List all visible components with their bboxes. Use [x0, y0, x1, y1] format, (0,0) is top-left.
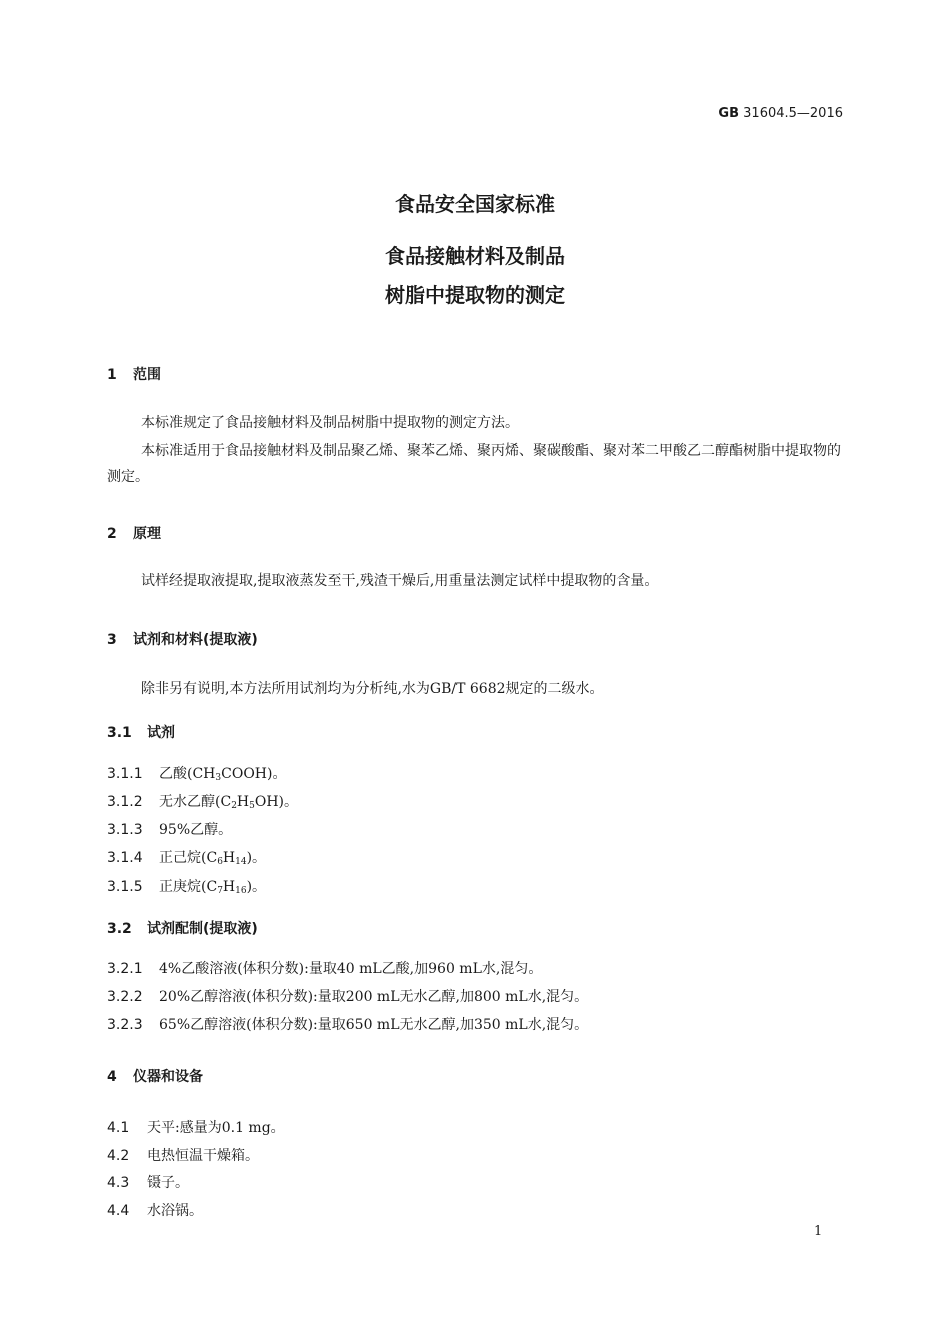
subscript: 16: [235, 886, 247, 896]
item-text: 20%乙醇溶液(体积分数):量取200 mL无水乙醇,加800 mL水,混匀。: [159, 989, 589, 1005]
section-number: 2: [107, 526, 117, 542]
standard-number: [0, 106, 843, 121]
item-number: 4.4: [107, 1203, 130, 1219]
section-3-para-1: 除非另有说明,本方法所用试剂均为分析纯,水为GB/T 6682规定的二级水。: [141, 681, 604, 697]
item-text: 乙酸(CH: [159, 766, 216, 782]
reagent-item: [107, 876, 266, 896]
subscript: 6: [217, 857, 223, 867]
item-text: COOH)。: [221, 766, 287, 782]
subsection-number: 3.1: [107, 725, 132, 741]
subtitle-line2: 树脂中提取物的测定: [385, 283, 565, 307]
subscript: 2: [231, 801, 237, 811]
subsection-3-1-heading: [107, 722, 175, 742]
item-number: 3.2.2: [107, 989, 143, 1005]
reagent-item: [107, 763, 286, 783]
item-text: 无水乙醇(C: [159, 794, 232, 810]
item-text: )。: [246, 879, 267, 895]
section-3-heading: [107, 629, 258, 649]
item-text: H: [222, 850, 236, 866]
reagent-item: [107, 819, 232, 839]
item-text: 正己烷(C: [159, 850, 218, 866]
section-2-para-1: 试样经提取液提取,提取液蒸发至干,残渣干燥后,用重量法测定试样中提取物的含量。: [141, 573, 659, 589]
subtitle-line1: 食品接触材料及制品: [385, 244, 565, 268]
item-number: 3.1.2: [107, 794, 143, 810]
page-number: 1: [814, 1224, 823, 1239]
equipment-item: [107, 1117, 285, 1137]
subsection-number: 3.2: [107, 921, 132, 937]
reagent-item: [107, 791, 298, 811]
item-text: H: [222, 879, 236, 895]
subsection-3-2-heading: [107, 918, 258, 938]
item-number: 3.1.3: [107, 822, 143, 838]
item-text: 镊子。: [147, 1175, 189, 1191]
item-text: 正庚烷(C: [159, 879, 218, 895]
subscript: 5: [249, 801, 255, 811]
section-title: 范围: [133, 367, 161, 383]
subscript: 7: [217, 886, 223, 896]
equipment-item: [107, 1200, 203, 1220]
item-number: 3.2.1: [107, 961, 143, 977]
item-number: 3.1.4: [107, 850, 143, 866]
item-text: H: [236, 794, 250, 810]
equipment-item: [107, 1145, 259, 1165]
section-title: 试剂和材料(提取液): [133, 632, 258, 648]
section-1-para-1: 本标准规定了食品接触材料及制品树脂中提取物的测定方法。: [141, 415, 519, 431]
item-text: 65%乙醇溶液(体积分数):量取650 mL无水乙醇,加350 mL水,混匀。: [159, 1017, 589, 1033]
item-number: 4.3: [107, 1175, 130, 1191]
item-number: 4.2: [107, 1148, 130, 1164]
solution-item: [107, 958, 542, 978]
equipment-item: [107, 1172, 189, 1192]
item-text: 4%乙酸溶液(体积分数):量取40 mL乙酸,加960 mL水,混匀。: [159, 961, 543, 977]
item-text: 电热恒温干燥箱。: [147, 1148, 259, 1164]
section-1-heading: [107, 364, 161, 384]
section-number: 3: [107, 632, 117, 648]
solution-item: [107, 986, 588, 1006]
std-prefix: GB: [718, 106, 740, 121]
item-text: 水浴锅。: [147, 1203, 203, 1219]
section-title: 原理: [133, 526, 161, 542]
main-title: 食品安全国家标准: [395, 192, 555, 216]
subscript: 14: [235, 857, 247, 867]
item-text: )。: [246, 850, 267, 866]
section-number: 1: [107, 367, 117, 383]
subsection-title: 试剂: [147, 725, 175, 741]
section-4-heading: [107, 1066, 203, 1086]
item-text: 天平:感量为0.1 mg。: [147, 1120, 285, 1136]
std-number: 31604.5—2016: [743, 106, 843, 121]
item-text: OH)。: [254, 794, 299, 810]
subsection-title: 试剂配制(提取液): [147, 921, 258, 937]
reagent-item: [107, 847, 266, 867]
item-number: 3.2.3: [107, 1017, 143, 1033]
section-title: 仪器和设备: [133, 1069, 203, 1085]
section-number: 4: [107, 1069, 117, 1085]
subscript: 3: [215, 773, 222, 783]
item-number: 3.1.5: [107, 879, 143, 895]
item-text: 95%乙醇。: [159, 822, 233, 838]
item-number: 3.1.1: [107, 766, 143, 782]
section-1-para-2: 本标准适用于食品接触材料及制品聚乙烯、聚苯乙烯、聚丙烯、聚碳酸酯、聚对苯二甲酸乙二醇酯树脂中提取物的测定。: [107, 443, 841, 485]
item-number: 4.1: [107, 1120, 130, 1136]
solution-item: [107, 1014, 588, 1034]
section-2-heading: [107, 523, 161, 543]
